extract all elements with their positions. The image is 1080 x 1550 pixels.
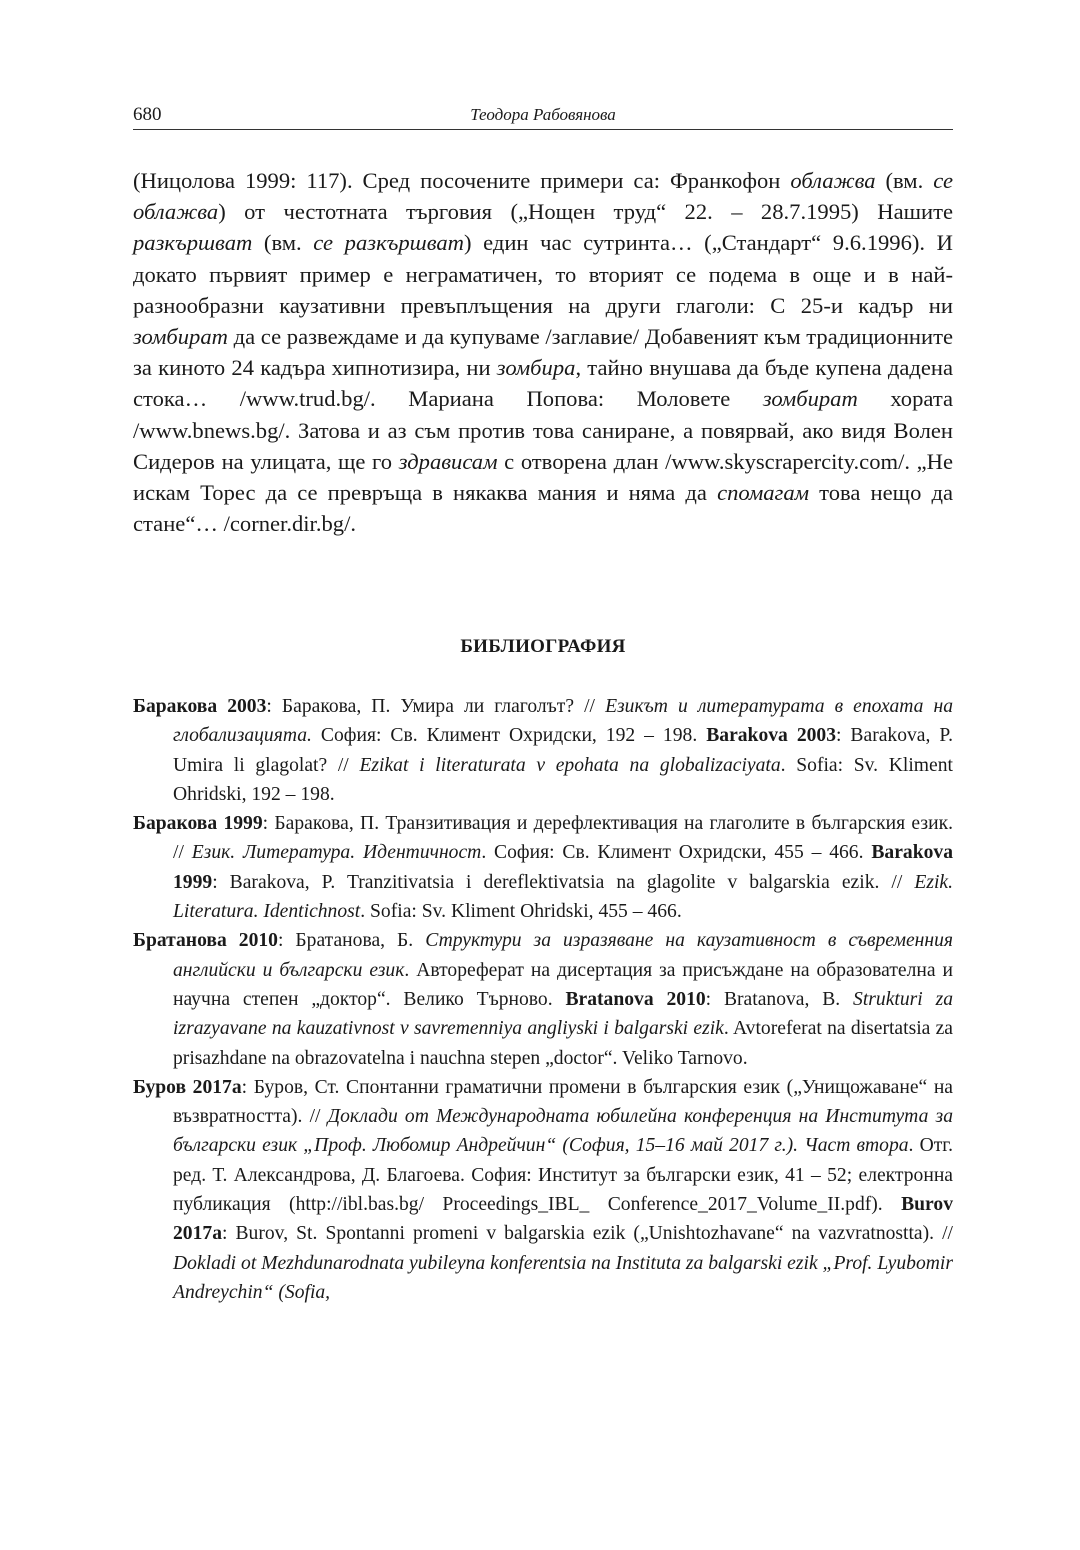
- entry-key-latin: Barakova 1999: [173, 842, 953, 893]
- text-run: (вм.: [875, 168, 934, 193]
- text-run: ) от честотната търговия („Нощен труд“ 22. – 28.7.1995) Нашите: [218, 199, 953, 225]
- bibliography-list: [133, 692, 953, 1307]
- text-run: това нещо да стане“… /corner.dir.bg/.: [133, 480, 953, 537]
- entry-text: : Barakova, P. Umira li glagolat? //: [173, 725, 953, 776]
- entry-key: Братанова 2010: [133, 930, 278, 952]
- entry-text: . Sofia: Sv. Kliment Ohridski, 455 – 466.: [360, 901, 682, 923]
- emphasis: се облажва: [133, 168, 953, 225]
- entry-title: Езикът и литературата в епохата на глобализацията.: [173, 696, 954, 747]
- entry-text: . София: Св. Климент Охридски, 455 – 466.: [481, 842, 872, 864]
- emphasis: здрависам: [398, 448, 498, 474]
- entry-key-latin: Barakova 2003: [706, 725, 837, 747]
- section-title: БИБЛИОГРАФИЯ: [460, 636, 626, 657]
- entry-key: Баракова 2003: [133, 696, 267, 717]
- entry-title: Структури за изразяване на каузативност в съвременния английски и български език: [173, 930, 954, 981]
- entry-title-latin: Ezik. Literatura. Identichnost: [173, 871, 953, 923]
- text-run: да се развеждаме и да купуваме /заглавие/ Добавеният към традиционните за киното 24 кадъра хипнотизира, ни: [133, 324, 953, 381]
- text-run: хората /www.bnews.bg/. Затова и аз съм против това саниране, а повярвай, ако видя Волен Сидеров на улицата, ще го: [133, 386, 953, 474]
- entry-text: : Burov, St. Spontanni promeni v balgarskia ezik („Unishtozhavane“ na vazvratnostta). //: [221, 1223, 953, 1245]
- emphasis: зомбират: [133, 324, 228, 350]
- emphasis: разкършват: [133, 230, 253, 256]
- entry-key: Буров 2017а: [133, 1076, 242, 1098]
- entry-title-latin: Ezikat i literaturata v epohata na globalizaciyata: [359, 754, 781, 776]
- entry-text: . Sofia: Sv. Kliment Ohridski, 192 – 198.: [173, 754, 953, 805]
- entry-text: : Баракова, П. Умира ли глаголът? //: [266, 696, 606, 717]
- entry-key-latin: Burov 2017a: [173, 1194, 953, 1245]
- entry-text: . Автореферат на дисертация за присъждане на образователна и научна степен „доктор“. Велико Търново.: [173, 959, 953, 1010]
- bibliography-entry: [133, 926, 953, 1072]
- entry-text: : Братанова, Б.: [277, 930, 426, 952]
- entry-title-latin: Dokladi ot Mezhdunarodnata yubileyna konferentsia na Instituta za balgarski ezik „Prof. Lyubomir Andreychin“ (Sofia,: [173, 1252, 953, 1303]
- entry-text: : Баракова, П. Транзитивация и дерефлективация на глаголите в българския език. //: [173, 813, 953, 864]
- text-run: , тайно внушава да бъде купена дадена стока… /www.trud.bg/. Мариана Попова: Моловете: [133, 355, 953, 412]
- emphasis: зомбират: [762, 386, 858, 412]
- entry-text: . Avtoreferat na disertatsia za prisazhdane na obrazovatelna i nauchna stepen „doctor“. Veliko Tarnovo.: [173, 1018, 954, 1069]
- bibliography-entry: [133, 809, 953, 926]
- entry-text: : Bratanova, B.: [705, 988, 854, 1010]
- body-paragraph: [133, 165, 953, 539]
- page-number: 680: [133, 104, 162, 125]
- entry-key-latin: Bratanova 2010: [565, 988, 706, 1010]
- bibliography-entry: [133, 1073, 953, 1307]
- emphasis: зомбира: [496, 355, 576, 381]
- emphasis: се разкършват: [313, 230, 464, 256]
- bibliography-entry: [133, 692, 953, 809]
- emphasis: спомагам: [717, 480, 810, 506]
- entry-key: Баракова 1999: [133, 813, 263, 835]
- entry-title: Език. Литература. Идентичност: [191, 842, 482, 864]
- text-run: (Ницолова 1999: 117). Сред посочените примери са: Франкофон: [133, 168, 791, 193]
- entry-title: Доклади от Международната юбилейна конференция на Института за български език „Проф. Любомир Андрейчин“ (София, 15–16 май 2017 г.). Част втора: [173, 1106, 953, 1157]
- text-run: с отворена длан /www.skyscrapercity.com/. „Не искам Торес да се превръща в някаква мания и няма да: [133, 448, 954, 506]
- entry-text: . Отг. ред. Т. Александрова, Д. Благоева. София: Институт за български език, 41 – 52; електронна публикация (http://ibl.bas.bg/ Proceedings_IBL_ Conference_2017_Volume_II.pdf).: [173, 1135, 954, 1216]
- entry-text: София: Св. Климент Охридски, 192 – 198.: [311, 725, 707, 747]
- entry-text: : Буров, Ст. Спонтанни граматични промени в българския език („Унищожаване“ на възвратността). //: [173, 1076, 954, 1128]
- text-run: ) един час сутринта… („Стандарт“ 9.6.1996). И докато първият пример е неграматичен, то вторият се подема в още и в най-разнообразни каузативни превъплъщения на други глаголи: С 25-и кадър ни: [133, 230, 953, 318]
- emphasis: облажва: [790, 168, 876, 193]
- entry-title-latin: Strukturi za izrazyavane na kauzativnost v savremenniya angliyski i balgarski ezik: [173, 988, 953, 1040]
- page-header: [133, 103, 953, 130]
- entry-text: : Barakova, P. Tranzitivatsia i dereflektivatsia na glagolite v balgarskia ezik. //: [212, 871, 915, 893]
- text-run: (вм.: [252, 230, 314, 256]
- running-head: Теодора Рабовянова: [470, 105, 616, 124]
